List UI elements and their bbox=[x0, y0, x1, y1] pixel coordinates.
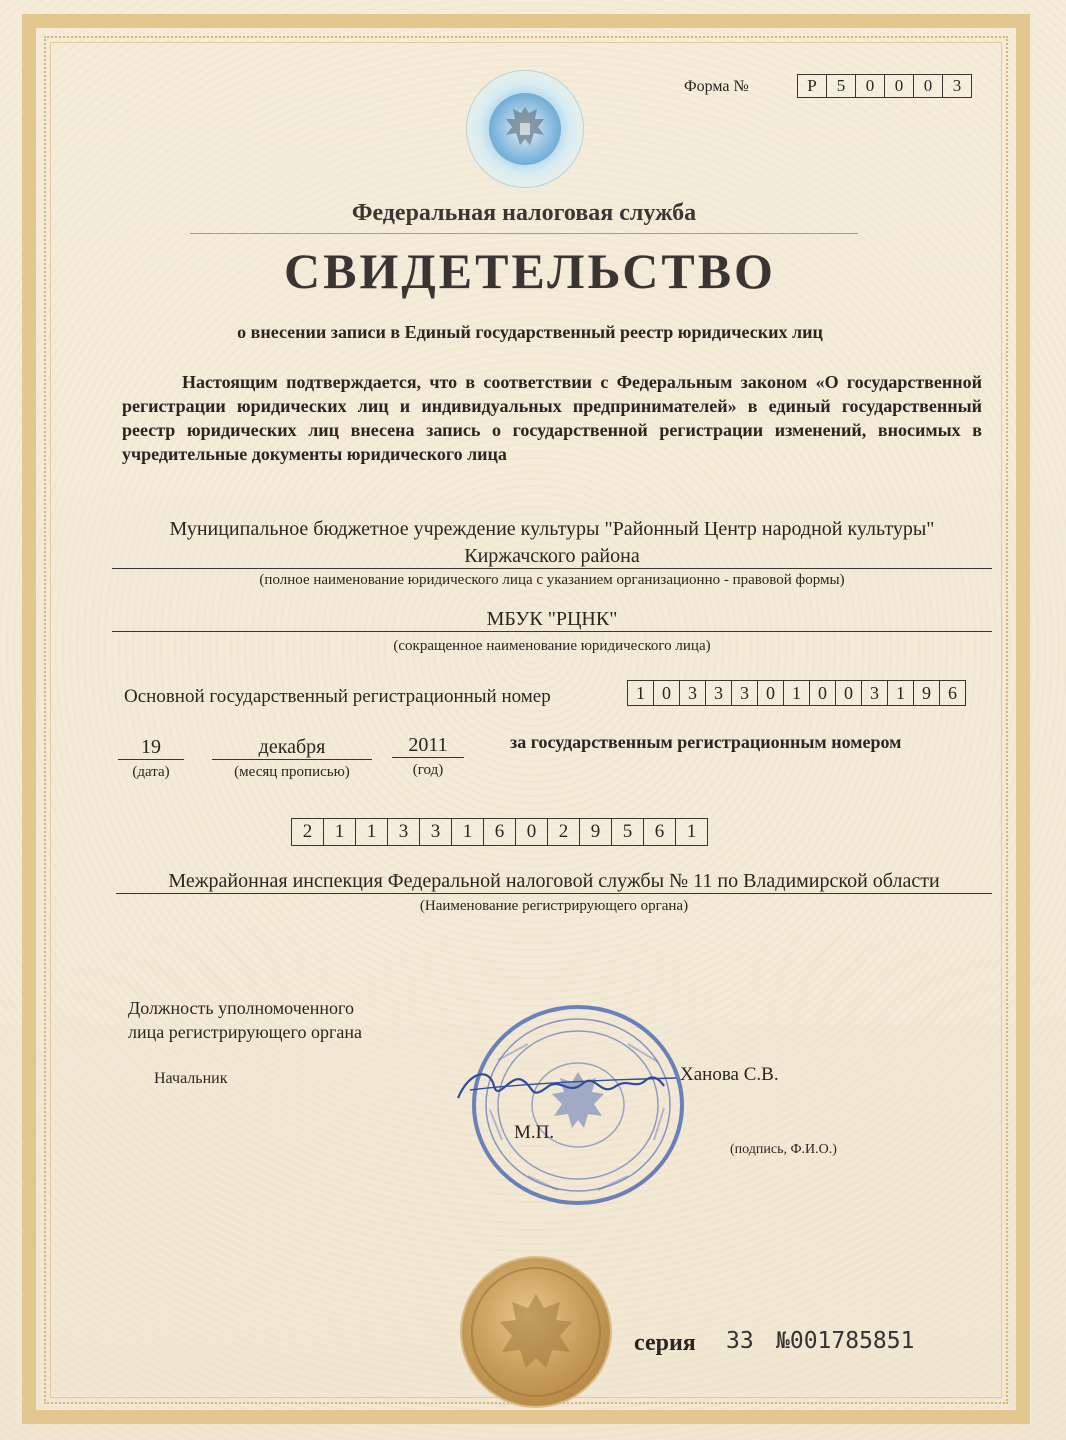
series-value: 33 bbox=[726, 1328, 754, 1354]
ogrn-digit: 1 bbox=[887, 680, 914, 706]
ogrn-digit: 0 bbox=[653, 680, 680, 706]
registrar-name: Межрайонная инспекция Федеральной налоговой службы № 11 по Владимирской области bbox=[116, 870, 992, 894]
agency-name: Федеральная налоговая служба bbox=[190, 200, 858, 234]
ogrn-digit: 0 bbox=[809, 680, 836, 706]
entity-full-name-line1: Муниципальное бюджетное учреждение культуры "Районный Центр народной культуры" bbox=[169, 518, 935, 540]
reg-digit: 2 bbox=[291, 818, 324, 846]
year-caption: (год) bbox=[412, 762, 444, 778]
ogrn-label: Основной государственный регистрационный номер bbox=[124, 686, 551, 707]
hologram-emblem-icon bbox=[466, 70, 584, 188]
stamp-place-label: М.П. bbox=[514, 1122, 555, 1143]
ogrn-digit: 1 bbox=[783, 680, 810, 706]
month-caption: (месяц прописью) bbox=[234, 764, 350, 780]
reg-digit: 9 bbox=[579, 818, 612, 846]
form-code-cell: 0 bbox=[913, 74, 943, 98]
ogrn-digit: 3 bbox=[731, 680, 758, 706]
reg-digit: 1 bbox=[355, 818, 388, 846]
reg-number-phrase: за государственным регистрационным номером bbox=[510, 732, 902, 752]
ogrn-digit: 1 bbox=[627, 680, 654, 706]
ogrn-number bbox=[628, 680, 966, 706]
position-label bbox=[128, 996, 362, 1044]
ogrn-digit: 9 bbox=[913, 680, 940, 706]
entity-full-name-caption: (полное наименование юридического лица с указанием организационно - правовой формы) bbox=[259, 572, 845, 588]
reg-digit: 6 bbox=[483, 818, 516, 846]
entity-short-name-caption: (сокращенное наименование юридического лица) bbox=[393, 638, 711, 654]
registration-month: декабря bbox=[212, 736, 372, 760]
reg-digit: 3 bbox=[419, 818, 452, 846]
signatory-position: Начальник bbox=[154, 1070, 228, 1087]
entity-full-name-line2: Киржачского района bbox=[112, 545, 992, 569]
signature-icon bbox=[450, 1050, 690, 1125]
position-label-line1: Должность уполномоченного bbox=[128, 998, 354, 1018]
ogrn-digit: 3 bbox=[861, 680, 888, 706]
registrar-caption: (Наименование регистрирующего органа) bbox=[419, 898, 689, 914]
body-paragraph: Настоящим подтверждается, что в соответствии с Федеральным законом «О государственной регистрации юридических лиц и индивидуальных предпринимателей» в единый государственный реестр юридических лиц внесена запись о государственной регистрации изменений, вносимых в учредительные документы юридического лица bbox=[122, 372, 982, 464]
reg-digit: 3 bbox=[387, 818, 420, 846]
ogrn-digit: 0 bbox=[835, 680, 862, 706]
form-code-cell: 0 bbox=[884, 74, 914, 98]
entity-short-name: МБУК "РЦНК" bbox=[112, 608, 992, 632]
certificate-number: №001785851 bbox=[776, 1328, 915, 1354]
signatory-name: Ханова С.В. bbox=[680, 1064, 779, 1085]
signature-caption: (подпись, Ф.И.О.) bbox=[730, 1142, 837, 1157]
form-code bbox=[798, 74, 972, 98]
registration-year: 2011 bbox=[392, 734, 464, 758]
series-label: серия bbox=[634, 1330, 696, 1356]
ogrn-digit: 0 bbox=[757, 680, 784, 706]
ogrn-digit: 3 bbox=[705, 680, 732, 706]
reg-digit: 1 bbox=[675, 818, 708, 846]
registration-number bbox=[292, 818, 708, 846]
reg-digit: 6 bbox=[643, 818, 676, 846]
position-label-line2: лица регистрирующего органа bbox=[128, 1022, 362, 1042]
day-caption: (дата) bbox=[132, 764, 170, 780]
ogrn-digit: 3 bbox=[679, 680, 706, 706]
registration-day: 19 bbox=[118, 736, 184, 760]
reg-digit: 0 bbox=[515, 818, 548, 846]
form-label: Форма № bbox=[684, 78, 749, 95]
gold-seal-icon bbox=[462, 1258, 610, 1406]
reg-digit: 5 bbox=[611, 818, 644, 846]
ogrn-digit: 6 bbox=[939, 680, 966, 706]
reg-digit: 1 bbox=[323, 818, 356, 846]
form-code-cell: 0 bbox=[855, 74, 885, 98]
document-subtitle: о внесении записи в Единый государственный реестр юридических лиц bbox=[237, 322, 823, 342]
form-code-cell: Р bbox=[797, 74, 827, 98]
form-code-cell: 5 bbox=[826, 74, 856, 98]
document-title: СВИДЕТЕЛЬСТВО bbox=[284, 243, 776, 299]
form-code-cell: 3 bbox=[942, 74, 972, 98]
reg-digit: 1 bbox=[451, 818, 484, 846]
reg-digit: 2 bbox=[547, 818, 580, 846]
